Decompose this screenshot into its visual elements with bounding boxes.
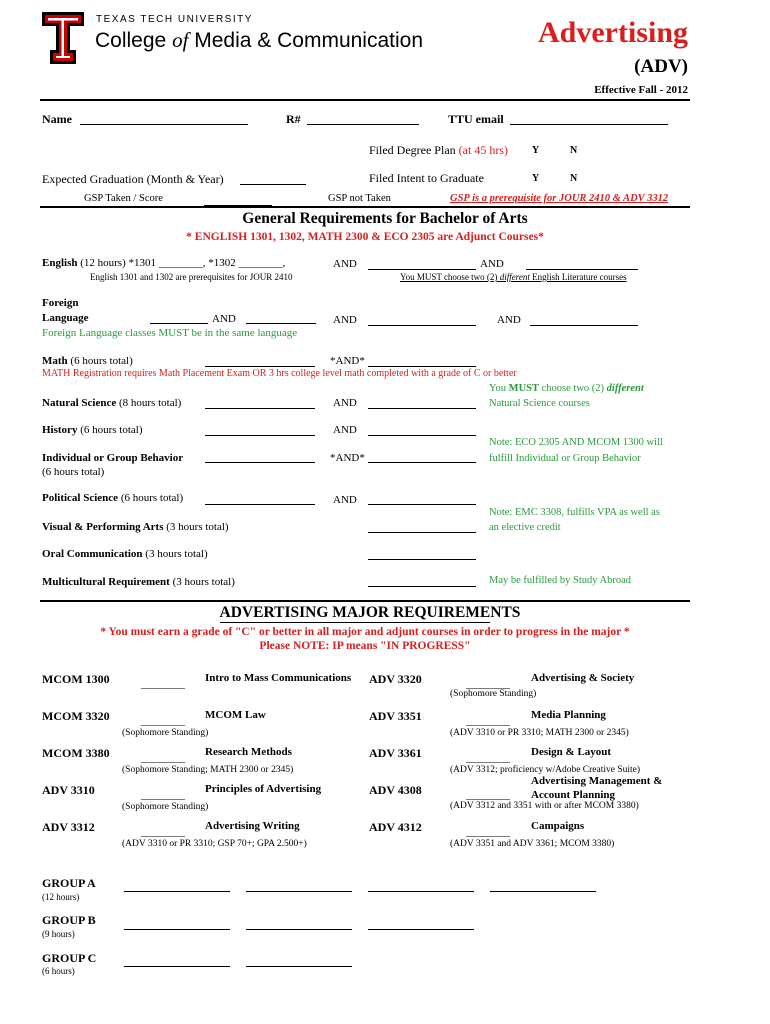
oral-row [42,548,208,560]
foreign-field-1[interactable] [150,323,208,324]
grade-note: * You must earn a grade of "C" or better in all major and adjunt courses in order to progress in the major * [100,626,630,638]
multi-label: Multicultural Requirement [42,576,170,588]
oral-hours: (3 hours total) [142,548,208,560]
foreign-label-2: Language [42,312,89,324]
ns-label: Natural Science [42,397,117,409]
course-code: ADV 3320 [369,672,422,686]
group-b-field-2[interactable] [246,929,352,930]
eco-note-1: Note: ECO 2305 AND MCOM 1300 will [489,437,663,448]
math-field-2[interactable] [368,366,476,367]
igb-label: Individual or Group Behavior [42,452,184,464]
group-a-field-1[interactable] [124,891,230,892]
course-code: MCOM 3380 [42,746,110,760]
general-title: General Requirements for Bachelor of Arts [242,210,528,227]
oral-label: Oral Communication [42,548,143,560]
course-code: ADV 4308 [369,783,422,797]
course-name: Intro to Mass Communications [205,672,352,684]
college-name-of: of [172,28,189,52]
college-name [95,28,423,53]
course-name-2: Account Planning [531,789,616,801]
general-divider [40,600,690,602]
multi-hours: (3 hours total) [169,576,235,588]
gsp-note: GSP is a prerequisite for JOUR 2410 & ADV 3312 [450,193,669,204]
course-code: MCOM 1300 [42,672,110,686]
group-a-field-2[interactable] [246,891,352,892]
course-grade-field[interactable]: ________ [466,789,510,801]
course-name: Advertising Writing [205,820,300,832]
major-title-underline [220,622,490,623]
english-note-2 [400,272,627,282]
course-prereq: (Sophomore Standing) [450,689,537,699]
course-name: Advertising Management & [531,775,663,787]
pol-field-1[interactable] [205,504,315,505]
major-title: ADVERTISING MAJOR REQUIREMENTS [219,604,521,621]
email-label: TTU email [448,112,504,126]
english-note-2-em: different [499,272,530,282]
multi-field[interactable] [368,586,476,587]
ip-note: Please NOTE: IP means "IN PROGRESS" [259,640,471,652]
group-c-field-1[interactable] [124,966,230,967]
grad-field[interactable] [240,184,306,185]
ns-note-2: Natural Science courses [489,398,590,409]
course-name: Design & Layout [531,746,612,758]
history-hours: (6 hours total) [77,424,143,436]
intent-yes[interactable]: Y [532,173,540,184]
rnum-label: R# [286,112,301,126]
oral-field[interactable] [368,559,476,560]
math-field-1[interactable] [205,366,315,367]
vpa-field[interactable] [368,532,476,533]
vpa-row [42,521,229,533]
ns-row [42,397,181,409]
ns-note-1-mid: choose two (2) [539,383,607,394]
name-label: Name [42,112,72,126]
english-label: English [42,257,78,269]
degree-plan-yes[interactable]: Y [532,145,540,156]
course-code: ADV 4312 [369,820,422,834]
course-name: Principles of Advertising [205,783,322,795]
vpa-label: Visual & Performing Arts [42,521,164,533]
group-hours: (12 hours) [42,892,80,902]
course-prereq: (ADV 3312; proficiency w/Adobe Creative Suite) [450,765,641,775]
degree-plan-note: (at 45 hrs) [458,143,508,157]
ns-note-1-em: different [606,383,644,394]
group-a-field-4[interactable] [490,891,596,892]
group-hours: (9 hours) [42,929,75,939]
english-note-1: English 1301 and 1302 are prerequisites for JOUR 2410 [90,272,293,282]
english-note-2-post: English Literature courses [529,272,627,282]
math-note: MATH Registration requires Math Placement Exam OR 3 hrs college level math completed with a grade of C or better [42,368,517,379]
rnum-field[interactable] [307,124,419,125]
gsp-not-taken-label: GSP not Taken [328,193,391,204]
header-divider [40,99,690,101]
english-hours: (12 hours) *1301 ________, *1302 ________, [77,257,286,269]
intent-no[interactable]: N [570,173,578,184]
ns-field-2[interactable] [368,408,476,409]
name-field[interactable] [80,124,248,125]
course-grade-field[interactable]: ________ [141,752,185,764]
group-c-field-2[interactable] [246,966,352,967]
foreign-and-1: AND [212,313,236,325]
course-code: ADV 3312 [42,820,95,834]
degree-plan-text: Filed Degree Plan [369,143,456,157]
course-grade-field[interactable]: ________ [466,752,510,764]
ns-hours: (8 hours total) [116,397,182,409]
emc-note-1: Note: EMC 3308, fulfills VPA as well as [489,507,660,518]
page-title: Advertising [538,16,688,49]
math-hours: (6 hours total) [67,355,133,367]
ns-and: AND [333,397,357,409]
college-name-post: Media & Communication [188,29,424,52]
english-field-1[interactable] [368,269,476,270]
history-field-2[interactable] [368,435,476,436]
ns-note-1 [489,383,644,394]
pol-hours: (6 hours total) [118,492,184,504]
intent-label: Filed Intent to Graduate [369,171,484,185]
course-prereq: (ADV 3312 and 3351 with or after MCOM 3380) [450,801,639,811]
foreign-note: Foreign Language classes MUST be in the same language [42,327,298,339]
pol-row [42,492,183,504]
degree-plan-label [369,143,508,158]
degree-plan-no[interactable]: N [570,145,578,156]
gsp-taken-label: GSP Taken / Score [84,193,163,204]
math-row [42,355,133,367]
adjunct-note: * ENGLISH 1301, 1302, MATH 2300 & ECO 2305 are Adjunct Courses* [186,231,544,243]
english-row [42,257,285,269]
effective-date: Effective Fall - 2012 [594,84,688,96]
history-row [42,424,143,436]
igb-hours: (6 hours total) [42,466,105,478]
group-name: GROUP B [42,913,96,927]
english-and-1: AND [333,258,357,270]
english-field-2[interactable] [526,269,638,270]
course-grade-field[interactable]: ________ [141,826,185,838]
foreign-and-3: AND [497,314,521,326]
course-prereq: (Sophomore Standing) [122,802,209,812]
math-and: *AND* [330,355,365,367]
grad-label: Expected Graduation (Month & Year) [42,172,224,186]
course-code: ADV 3310 [42,783,95,797]
history-and: AND [333,424,357,436]
course-grade-field[interactable]: ________ [141,678,185,690]
program-abbrev: (ADV) [634,56,688,77]
foreign-field-3[interactable] [368,325,476,326]
university-name: TEXAS TECH UNIVERSITY [96,14,253,25]
history-field-1[interactable] [205,435,315,436]
email-field[interactable] [510,124,668,125]
group-a-field-3[interactable] [368,891,474,892]
foreign-label-1: Foreign [42,297,79,309]
course-name: Media Planning [531,709,606,721]
foreign-and-2: AND [333,314,357,326]
college-name-pre: College [95,29,173,52]
pol-and: AND [333,494,357,506]
course-name: Advertising & Society [531,672,635,684]
course-name: Research Methods [205,746,292,758]
course-grade-field[interactable]: ________ [141,789,185,801]
pol-field-2[interactable] [368,504,476,505]
group-hours: (6 hours) [42,966,75,976]
course-name: Campaigns [531,820,585,832]
english-and-2: AND [480,258,504,270]
multi-row [42,576,235,588]
igb-field-2[interactable] [368,462,476,463]
student-divider [40,206,690,208]
pol-label: Political Science [42,492,119,504]
group-name: GROUP C [42,951,97,965]
course-prereq: (ADV 3310 or PR 3310; MATH 2300 or 2345) [450,728,629,738]
emc-note-2: an elective credit [489,522,561,533]
foreign-field-4[interactable] [530,325,638,326]
course-code: MCOM 3320 [42,709,110,723]
igb-field-1[interactable] [205,462,315,463]
group-b-field-1[interactable] [124,929,230,930]
course-prereq: (ADV 3310 or PR 3310; GSP 70+; GPA 2.500+) [122,839,307,849]
group-b-field-3[interactable] [368,929,474,930]
math-label: Math [42,355,68,367]
ns-field-1[interactable] [205,408,315,409]
course-prereq: (Sophomore Standing; MATH 2300 or 2345) [122,765,294,775]
course-grade-field[interactable]: ________ [466,826,510,838]
ns-note-1-must: MUST [508,383,540,394]
vpa-hours: (3 hours total) [163,521,229,533]
course-grade-field[interactable]: ________ [141,715,185,727]
english-note-2-pre: You MUST choose two (2) [400,272,500,282]
course-grade-field[interactable]: ________ [466,715,510,727]
foreign-field-2[interactable] [246,323,316,324]
multi-note: May be fulfilled by Study Abroad [489,575,632,586]
ns-note-1-pre: You [489,383,509,394]
course-prereq: (Sophomore Standing) [122,728,209,738]
group-name: GROUP A [42,876,96,890]
course-code: ADV 3361 [369,746,422,760]
course-prereq: (ADV 3351 and ADV 3361; MCOM 3380) [450,839,615,849]
igb-and: *AND* [330,452,365,464]
eco-note-2: fulfill Individual or Group Behavior [489,453,641,464]
course-code: ADV 3351 [369,709,422,723]
course-name: MCOM Law [205,709,266,721]
ttu-double-t-logo [42,12,84,64]
course-grade-field[interactable]: ________ [466,678,510,690]
history-label: History [42,424,78,436]
